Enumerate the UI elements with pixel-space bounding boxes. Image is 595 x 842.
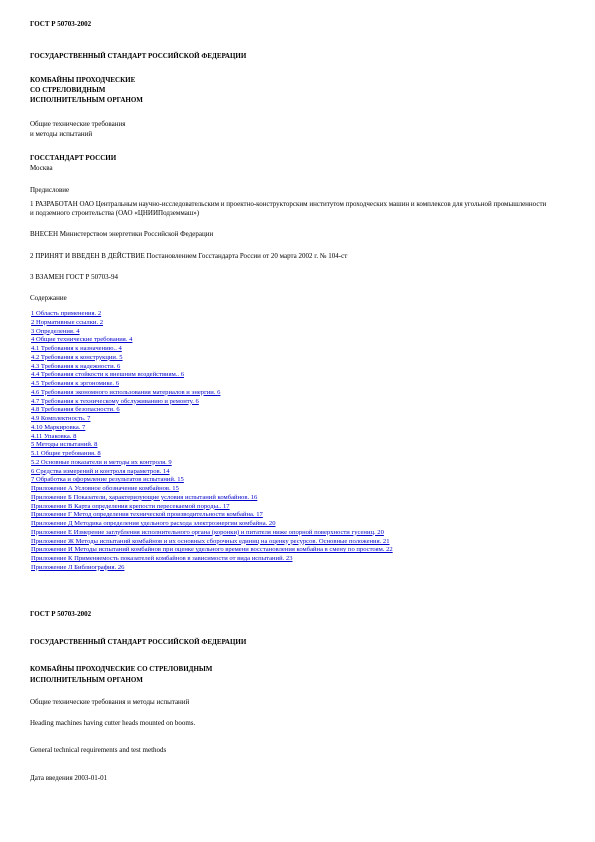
table-of-contents bbox=[31, 310, 393, 573]
foreword-item: ВНЕСЕН Министерством энергетики Российской Федерации bbox=[30, 230, 214, 238]
toc-link[interactable]: 2 Нормативные ссылки. 2 bbox=[31, 318, 104, 326]
city: Москва bbox=[30, 164, 53, 172]
toc-link[interactable]: 5.2 Основные показатели и методы их контроля. 9 bbox=[31, 458, 172, 466]
toc-link[interactable]: Приложение Д Методика определения удельного расхода электроэнергии комбайна. 20 bbox=[31, 520, 276, 527]
toc-link[interactable]: 1 Область применения. 2 bbox=[31, 310, 102, 317]
toc-link[interactable]: 4.4 Требования стойкости к внешним воздействиям.. 6 bbox=[31, 371, 185, 379]
introduction-date: Дата введения 2003-01-01 bbox=[30, 774, 108, 782]
toc-link[interactable]: 7 Обработка и оформление результатов испытаний. 15 bbox=[31, 476, 184, 484]
title-line: ИСПОЛНИТЕЛЬНЫМ ОРГАНОМ bbox=[30, 676, 143, 684]
contents-heading: Содержание bbox=[30, 294, 67, 302]
toc-link[interactable]: Приложение Ж Методы испытаний комбайнов и их основных сборочных единиц на оценку ресурсов. Основные положения. 21 bbox=[31, 537, 390, 545]
toc-link[interactable]: Приложение В Карта определения крепости пересекаемой породы.. 17 bbox=[31, 502, 230, 510]
foreword-item: 2 ПРИНЯТ И ВВЕДЕН В ДЕЙСТВИЕ Постановлением Госстандарта России от 20 марта 2002 г. № 104-ст bbox=[30, 252, 348, 260]
toc-link[interactable]: Приложение К Применяемость показателей комбайнов в зависимости от вида испытаний. 23 bbox=[31, 555, 293, 562]
english-title: Heading machines having cutter heads mounted on booms. bbox=[30, 719, 196, 727]
title-line: СО СТРЕЛОВИДНЫМ bbox=[30, 86, 106, 94]
toc-link[interactable]: 4.7 Требования к техническому обслуживанию и ремонту. 6 bbox=[31, 397, 199, 405]
toc-link[interactable]: Приложение Б Показатели, характеризующие условия испытаний комбайнов. 16 bbox=[31, 493, 258, 501]
toc-link[interactable]: 4 Общие технические требования. 4 bbox=[31, 336, 133, 344]
toc-link[interactable]: Приложение Е Измерение заглубления исполнительного органа (коронки) и питателя ниже опорной поверхности гусениц. 20 bbox=[31, 528, 384, 536]
standard-heading: ГОСУДАРСТВЕННЫЙ СТАНДАРТ РОССИЙСКОЙ ФЕДЕРАЦИИ bbox=[30, 638, 247, 646]
subtitle-line: и методы испытаний bbox=[30, 130, 93, 138]
document-subtitle: Общие технические требования и методы испытаний bbox=[30, 698, 190, 706]
toc-link[interactable]: 3 Определения. 4 bbox=[31, 327, 80, 335]
toc-link[interactable]: 4.10 Маркировка. 7 bbox=[31, 423, 86, 431]
document-code: ГОСТ Р 50703-2002 bbox=[30, 20, 92, 28]
toc-link[interactable]: 4.11 Упаковка. 8 bbox=[31, 432, 77, 440]
publisher: ГОССТАНДАРТ РОССИИ bbox=[30, 154, 117, 162]
title-line: КОМБАЙНЫ ПРОХОДЧЕСКИЕ СО СТРЕЛОВИДНЫМ bbox=[30, 665, 213, 673]
toc-link[interactable]: Приложение А Условное обозначение комбайнов. 15 bbox=[31, 485, 179, 492]
toc-link[interactable]: 4.1 Требования к назначению.. 4 bbox=[31, 345, 122, 352]
foreword-item: 3 ВЗАМЕН ГОСТ Р 50703-94 bbox=[30, 273, 118, 281]
toc-link[interactable]: 4.9 Комплектность. 7 bbox=[31, 415, 91, 422]
toc-link[interactable]: 4.2 Требования к конструкции. 5 bbox=[31, 353, 123, 361]
foreword-heading: Предисловие bbox=[30, 186, 70, 194]
toc-link[interactable]: 4.3 Требования к надежности. 6 bbox=[31, 362, 121, 370]
toc-link[interactable]: Приложение Л Библиография. 26 bbox=[31, 563, 125, 571]
toc-link[interactable]: 4.8 Требования безопасности. 6 bbox=[31, 406, 120, 414]
toc-link[interactable]: Приложение И Методы испытаний комбайнов при оценке удельного времени восстановления комбайна в смену по простоям. 22 bbox=[31, 546, 393, 554]
title-line: ИСПОЛНИТЕЛЬНЫМ ОРГАНОМ bbox=[30, 96, 143, 104]
toc-link[interactable]: 5.1 Общие требования. 8 bbox=[31, 450, 101, 457]
english-subtitle: General technical requirements and test methods bbox=[30, 746, 167, 754]
toc-link[interactable]: 4.5 Требования к эргономике. 6 bbox=[31, 380, 120, 387]
toc-link[interactable]: Приложение Г Метод определения технической производительности комбайна. 17 bbox=[31, 511, 263, 519]
standard-heading: ГОСУДАРСТВЕННЫЙ СТАНДАРТ РОССИЙСКОЙ ФЕДЕРАЦИИ bbox=[30, 52, 247, 60]
toc-link[interactable]: 5 Методы испытаний. 8 bbox=[31, 441, 98, 449]
subtitle-line: Общие технические требования bbox=[30, 120, 126, 128]
toc-link[interactable]: 4.6 Требования экономного использования материалов и энергии. 6 bbox=[31, 388, 221, 396]
foreword-item: 1 РАЗРАБОТАН ОАО Центральным научно-исследовательским и проектно-конструкторским институтом проходческих машин и комплексов для угольной промышленности и подземного строительства (ОАО «ЦНИИПодземмаш») bbox=[30, 200, 547, 217]
toc-link[interactable]: 6 Средства измерений и контроля параметров. 14 bbox=[31, 467, 170, 475]
document-code: ГОСТ Р 50703-2002 bbox=[30, 610, 92, 618]
title-line: КОМБАЙНЫ ПРОХОДЧЕСКИЕ bbox=[30, 76, 136, 84]
